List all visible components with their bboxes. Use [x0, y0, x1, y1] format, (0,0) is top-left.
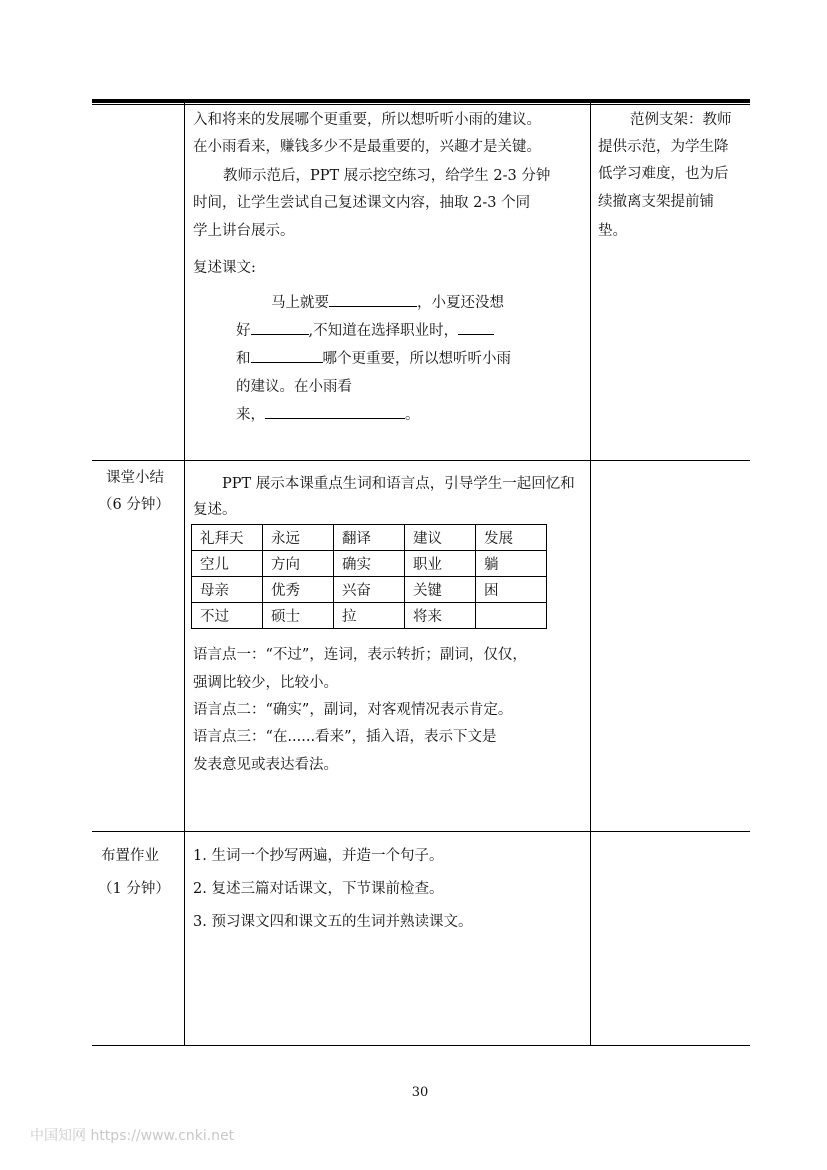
fill-blank[interactable]: [251, 318, 309, 335]
row-divider-2: [92, 831, 750, 832]
retell-text: ,不知道在选择职业时，: [308, 323, 459, 339]
table-row: [192, 603, 547, 629]
watermark: 中国知网 https://www.cnki.net: [30, 1128, 235, 1144]
vocab-cell: 翻译: [334, 525, 405, 551]
vocab-cell: 建议: [405, 525, 476, 551]
vocab-cell: 方向: [263, 551, 334, 577]
vocab-cell: 拉: [334, 603, 405, 629]
row1-line4: 时间，让学生尝试自己复述课文内容，抽取 2-3 个同: [193, 195, 531, 211]
note-line1: 范例支架：教师: [630, 112, 732, 128]
table-row: [192, 551, 547, 577]
row1-line1: 入和将来的发展哪个更重要，所以想听听小雨的建议。: [193, 112, 541, 128]
retell-line4: 的建议。在小雨看: [236, 379, 352, 395]
bottom-rule: [92, 1045, 750, 1046]
homework-duration: （1 分钟）: [98, 881, 170, 897]
vocabulary-table: [191, 524, 547, 629]
vocab-cell: 不过: [192, 603, 263, 629]
vocab-cell: 困: [476, 577, 547, 603]
vocab-cell: 永远: [263, 525, 334, 551]
homework-item: 3. 预习课文四和课文五的生词并熟读课文。: [193, 914, 473, 930]
language-point-2: 语言点二：“确实”，副词，对客观情况表示肯定。: [193, 702, 513, 718]
language-point-1-line1: 语言点一：“不过”，连词，表示转折；副词，仅仅，: [193, 647, 527, 663]
column-divider-right: [590, 103, 591, 1046]
vocab-cell: 母亲: [192, 577, 263, 603]
language-point-1-line2: 强调比较少，比较小。: [193, 675, 338, 691]
vocab-cell: 将来: [405, 603, 476, 629]
language-point-3-line1: 语言点三：“在......看来”，插入语，表示下文是: [193, 729, 497, 745]
retell-text: 来，: [236, 407, 265, 423]
retell-text: 。: [405, 407, 420, 423]
summary-label: 课堂小结: [106, 470, 164, 486]
page-number: 30: [411, 1085, 429, 1100]
column-divider-left: [184, 103, 185, 1046]
retell-label: 复述课文:: [193, 260, 256, 276]
top-thin-rule: [92, 104, 750, 105]
vocab-cell: 确实: [334, 551, 405, 577]
vocab-cell: 职业: [405, 551, 476, 577]
note-line4: 续撤离支架提前铺: [598, 194, 714, 210]
homework-label: 布置作业: [101, 848, 159, 864]
retell-line3: [236, 346, 511, 373]
retell-line2: [236, 318, 494, 345]
vocab-cell: 发展: [476, 525, 547, 551]
retell-line1: [271, 290, 504, 317]
retell-text: 和: [236, 351, 251, 367]
note-line3: 低学习难度，也为后: [598, 166, 729, 182]
fill-blank[interactable]: [458, 318, 494, 335]
vocab-cell: [476, 603, 547, 629]
fill-blank[interactable]: [329, 290, 417, 307]
top-thick-rule: [92, 99, 750, 103]
retell-text: ，小夏还没想: [417, 295, 504, 311]
fill-blank[interactable]: [251, 346, 323, 363]
row1-line5: 学上讲台展示。: [193, 223, 295, 239]
homework-item: 1. 生词一个抄写两遍，并造一个句子。: [193, 848, 444, 864]
retell-text: 马上就要: [271, 295, 329, 311]
language-point-3-line2: 发表意见或表达看法。: [193, 757, 338, 773]
fill-blank[interactable]: [265, 402, 405, 419]
row1-line2: 在小雨看来，赚钱多少不是最重要的，兴趣才是关键。: [193, 139, 541, 155]
summary-duration: （6 分钟）: [98, 497, 170, 513]
row-divider-1: [92, 460, 750, 461]
vocab-cell: 关键: [405, 577, 476, 603]
summary-intro-line2: 复述。: [193, 502, 237, 518]
vocab-cell: 兴奋: [334, 577, 405, 603]
retell-text: 哪个更重要，所以想听听小雨: [322, 351, 511, 367]
retell-line5: [236, 402, 420, 429]
summary-intro-line1: PPT 展示本课重点生词和语言点，引导学生一起回忆和: [222, 476, 575, 492]
vocab-cell: 优秀: [263, 577, 334, 603]
homework-item: 2. 复述三篇对话课文，下节课前检查。: [193, 881, 444, 897]
retell-text: 好: [236, 323, 251, 339]
row1-line3: 教师示范后，PPT 展示挖空练习，给学生 2-3 分钟: [223, 168, 551, 184]
vocab-cell: 礼拜天: [192, 525, 263, 551]
note-line5: 垫。: [598, 223, 627, 239]
table-row: [192, 525, 547, 551]
vocab-cell: 硕士: [263, 603, 334, 629]
vocab-cell: 躺: [476, 551, 547, 577]
vocab-cell: 空儿: [192, 551, 263, 577]
table-row: [192, 577, 547, 603]
note-line2: 提供示范，为学生降: [598, 139, 729, 155]
